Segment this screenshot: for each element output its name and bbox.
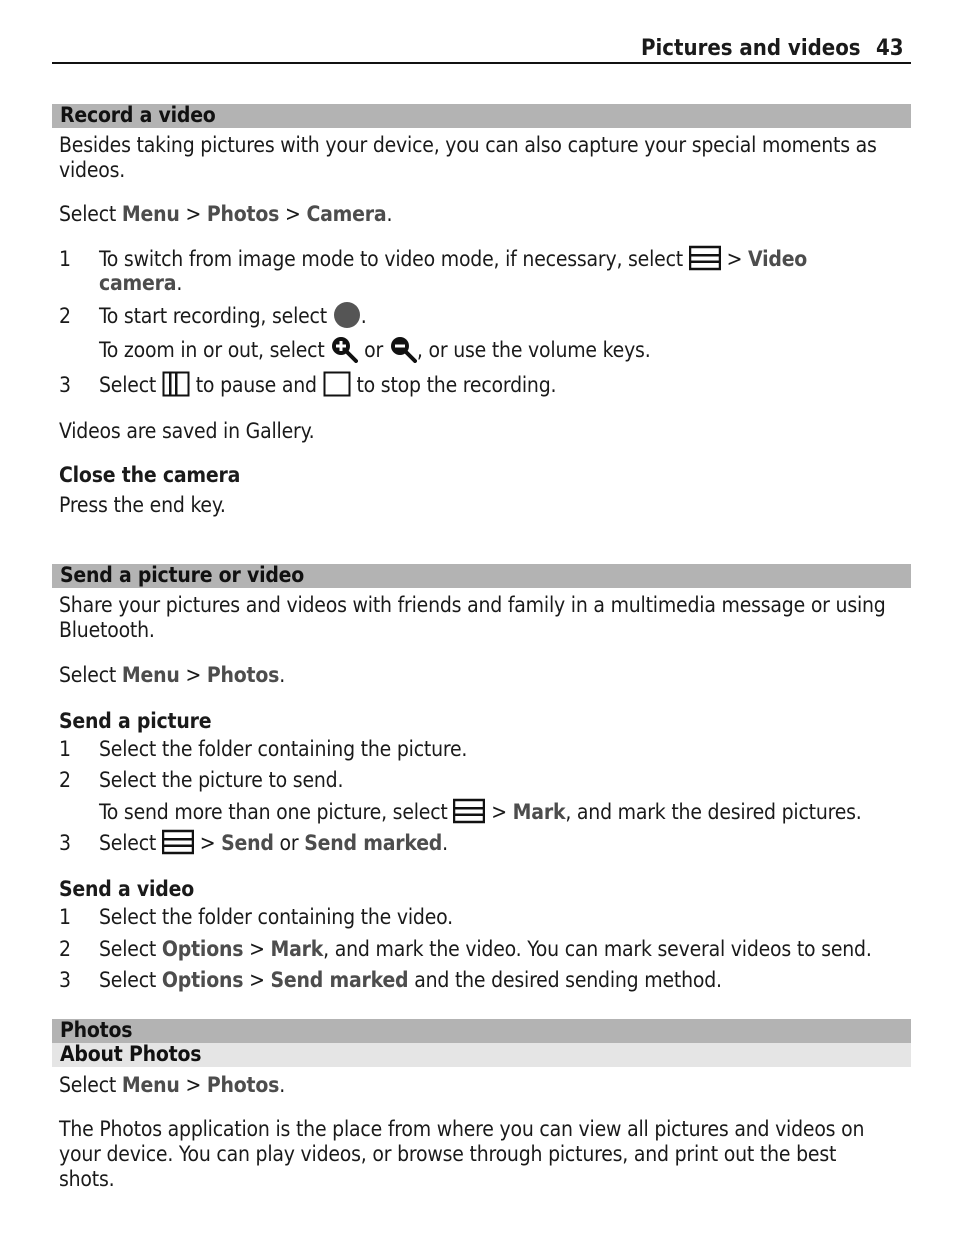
zoom-in-icon bbox=[330, 335, 358, 363]
menu-icon bbox=[453, 798, 485, 824]
subsection-title: About Photos bbox=[60, 1042, 202, 1066]
record-select-path: Select Menu > Photos > Camera. bbox=[59, 202, 393, 226]
record-zoom-note: To zoom in or out, select or , or use the volume keys. bbox=[99, 338, 651, 363]
section-title: Photos bbox=[60, 1018, 133, 1042]
page-number: 43 bbox=[876, 36, 904, 61]
running-header-title: Pictures and videos bbox=[641, 36, 861, 61]
close-camera-text: Press the end key. bbox=[59, 493, 226, 517]
send-intro-line1: Share your pictures and videos with friends and family in a multimedia message or using bbox=[59, 593, 886, 617]
photos-desc-line2: your device. You can play videos, or browse through pictures, and print out the best bbox=[59, 1142, 837, 1166]
record-icon bbox=[333, 302, 361, 328]
menu-icon bbox=[162, 829, 194, 855]
path-camera: Camera bbox=[306, 202, 387, 226]
send-intro-line2: Bluetooth. bbox=[59, 618, 155, 642]
vid-step3: Select Options > Send marked and the desired sending method. bbox=[99, 968, 722, 992]
photos-select-path: Select Menu > Photos. bbox=[59, 1073, 286, 1097]
send-select-path: Select Menu > Photos. bbox=[59, 663, 286, 687]
step-number: 1 bbox=[59, 905, 71, 929]
subsection-header-about-photos bbox=[52, 1043, 911, 1067]
step-number: 3 bbox=[59, 968, 71, 992]
path-menu: Menu bbox=[121, 202, 180, 226]
section-title: Send a picture or video bbox=[60, 563, 305, 587]
section-title: Record a video bbox=[60, 103, 216, 127]
record-intro-line1: Besides taking pictures with your device, you can also capture your special moments as bbox=[59, 133, 877, 157]
step-number: 2 bbox=[59, 304, 71, 328]
section-header-photos bbox=[52, 1019, 911, 1043]
zoom-out-icon bbox=[389, 335, 417, 363]
vid-step1: Select the folder containing the video. bbox=[99, 905, 453, 929]
record-step1-cont: camera. bbox=[99, 271, 183, 295]
pic-step1: Select the folder containing the picture. bbox=[99, 737, 468, 761]
pic-step2: Select the picture to send. bbox=[99, 768, 344, 792]
photos-desc-line1: The Photos application is the place from where you can view all pictures and videos on bbox=[59, 1117, 865, 1141]
record-step2: To start recording, select . bbox=[99, 304, 367, 328]
send-video-title: Send a video bbox=[59, 877, 195, 901]
pause-icon bbox=[162, 371, 190, 397]
record-saved-note: Videos are saved in Gallery. bbox=[59, 419, 315, 443]
stop-icon bbox=[323, 371, 351, 397]
photos-desc-line3: shots. bbox=[59, 1167, 115, 1191]
step-number: 3 bbox=[59, 831, 71, 855]
menu-icon bbox=[689, 245, 721, 271]
send-picture-title: Send a picture bbox=[59, 709, 212, 733]
step-number: 1 bbox=[59, 247, 71, 271]
step-number: 1 bbox=[59, 737, 71, 761]
header-rule bbox=[52, 62, 911, 64]
step-number: 3 bbox=[59, 373, 71, 397]
vid-step2: Select Options > Mark, and mark the video. You can mark several videos to send. bbox=[99, 937, 872, 961]
close-camera-title: Close the camera bbox=[59, 463, 241, 487]
record-step3: Select to pause and to stop the recording. bbox=[99, 373, 557, 397]
record-intro-line2: videos. bbox=[59, 158, 126, 182]
section-header-record-video bbox=[52, 104, 911, 128]
step-number: 2 bbox=[59, 768, 71, 792]
pic-more-note: To send more than one picture, select > Mark, and mark the desired pictures. bbox=[99, 800, 862, 824]
section-header-send bbox=[52, 564, 911, 588]
step-number: 2 bbox=[59, 937, 71, 961]
pic-step3: Select > Send or Send marked. bbox=[99, 831, 448, 855]
record-step1: To switch from image mode to video mode, if necessary, select > Video bbox=[99, 247, 808, 271]
path-photos: Photos bbox=[206, 202, 280, 226]
